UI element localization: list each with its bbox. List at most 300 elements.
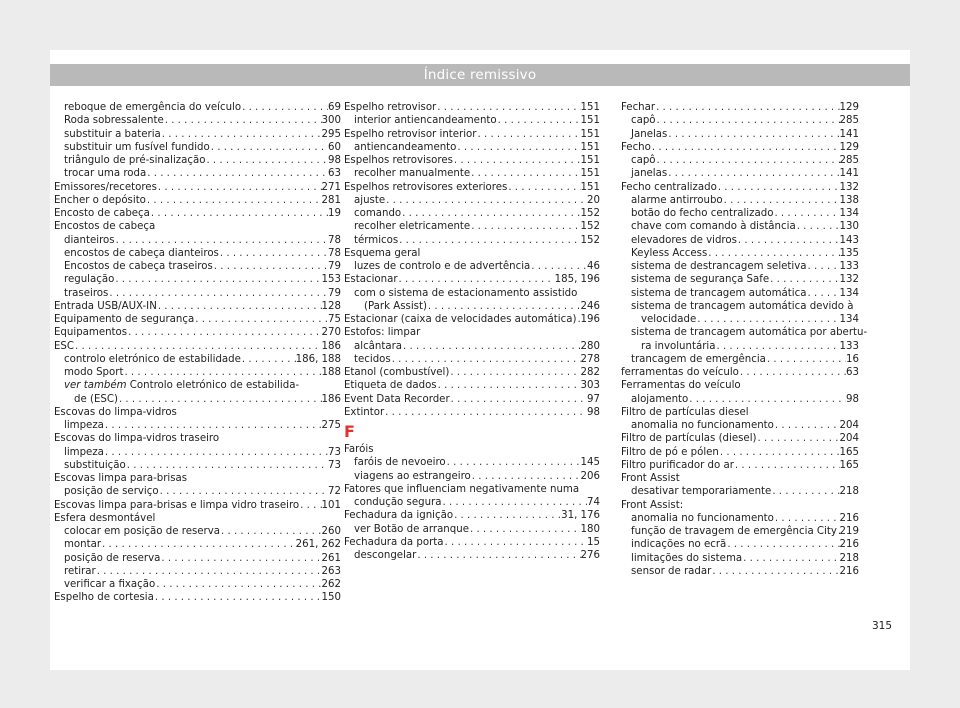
page-reference[interactable]: 300 <box>321 115 341 127</box>
dot-leader <box>470 167 580 180</box>
page-reference[interactable]: 303 <box>580 380 600 392</box>
entry-term: interior antiencandeamento <box>354 115 497 127</box>
page-reference[interactable]: 151 <box>580 181 600 193</box>
index-subentry <box>344 260 600 273</box>
index-subentry <box>344 207 600 220</box>
page-reference[interactable]: 98 <box>846 393 859 405</box>
dot-leader <box>96 565 322 578</box>
dot-leader <box>688 393 846 406</box>
index-entry <box>344 101 600 114</box>
dot-leader <box>157 181 322 194</box>
page-reference[interactable]: 134 <box>839 287 859 299</box>
dot-leader <box>436 101 580 114</box>
entry-term: Roda sobressalente <box>64 115 164 127</box>
entry-term: trancagem de emergência <box>631 353 766 365</box>
dot-leader <box>159 485 328 498</box>
entry-term: traseiros <box>64 287 109 299</box>
page-reference[interactable]: 262 <box>321 579 341 590</box>
page-reference[interactable]: 63 <box>328 168 341 180</box>
dot-leader <box>115 234 328 247</box>
entry-term: Front Assist <box>621 473 680 484</box>
entry-term: alarme antirroubo <box>631 194 723 206</box>
index-entry <box>621 181 859 194</box>
entry-term: limitações do sistema <box>631 552 743 564</box>
dot-leader <box>707 247 839 260</box>
index-subentry <box>54 287 341 300</box>
page-reference[interactable]: 143 <box>839 234 859 246</box>
dot-leader <box>717 181 840 194</box>
entry-term: velocidade <box>641 314 697 325</box>
dot-leader <box>667 167 839 180</box>
page-reference[interactable]: 79 <box>328 261 341 272</box>
index-subentry <box>621 247 859 260</box>
dot-leader <box>742 552 839 565</box>
page-reference[interactable]: 186, 188 <box>295 353 341 365</box>
index-subentry <box>621 207 859 220</box>
page-reference[interactable]: 151 <box>580 115 600 127</box>
dot-leader <box>104 446 328 459</box>
dot-leader <box>104 419 322 432</box>
page-reference[interactable]: 152 <box>580 234 600 246</box>
page-reference[interactable]: 285 <box>839 115 859 127</box>
dot-leader <box>769 273 839 286</box>
dot-leader <box>385 194 587 207</box>
page-reference[interactable]: 260 <box>321 526 341 537</box>
page-reference[interactable]: 186 <box>321 393 341 405</box>
entry-term: condução segura <box>354 497 442 508</box>
index-subentry <box>621 234 859 247</box>
index-subentry <box>621 128 859 141</box>
dot-leader <box>497 114 581 127</box>
page-reference[interactable]: 98 <box>587 406 600 418</box>
index-entry <box>344 128 600 141</box>
index-entry <box>344 406 600 419</box>
dot-leader <box>127 326 321 339</box>
index-subentry <box>54 552 341 565</box>
entry-term: modo Sport <box>64 367 124 378</box>
entry-term: encostos de cabeça dianteiros <box>64 247 219 259</box>
page-reference[interactable]: 281 <box>321 194 341 206</box>
entry-term: substituição <box>64 459 126 471</box>
index-entry <box>54 220 341 233</box>
page-reference[interactable]: 97 <box>587 393 600 405</box>
entry-term: Etiqueta de dados <box>344 380 437 392</box>
entry-term: Fatores que influenciam negativamente numa <box>344 483 580 495</box>
page-reference[interactable]: 134 <box>839 314 859 325</box>
index-entry <box>344 443 600 456</box>
page-reference[interactable]: 98 <box>328 155 341 166</box>
dot-leader <box>723 194 840 207</box>
page-reference[interactable]: 204 <box>839 433 859 445</box>
dot-leader <box>656 114 840 127</box>
page-reference[interactable]: 185, 196 <box>554 274 600 286</box>
page-reference[interactable]: 206 <box>580 470 600 482</box>
page-reference[interactable]: 145 <box>580 457 600 469</box>
entry-term: controlo eletrónico de estabilidade <box>64 353 241 365</box>
page-reference[interactable]: 152 <box>580 221 600 233</box>
index-subentry <box>54 366 341 379</box>
page-reference[interactable]: 165 <box>839 446 859 458</box>
index-entry <box>344 326 600 339</box>
entry-term: tecidos <box>354 353 391 365</box>
page-reference[interactable]: 275 <box>321 420 341 431</box>
entry-term: Filtro de partículas diesel <box>621 406 749 418</box>
entry-term: Faróis <box>344 444 374 455</box>
index-entry <box>54 300 341 313</box>
index-subentry <box>621 512 859 525</box>
dot-leader <box>470 220 580 233</box>
entry-term: Filtro purificador do ar <box>621 459 734 471</box>
entry-term: triângulo de pré-sinalização <box>64 155 206 166</box>
page-reference[interactable]: 282 <box>580 367 600 378</box>
dot-leader <box>471 470 581 483</box>
entry-term: Etanol (combustível) <box>344 367 450 378</box>
index-subentry <box>621 154 859 167</box>
page-reference[interactable]: 129 <box>839 102 859 113</box>
dot-leader <box>530 260 587 273</box>
dot-leader <box>241 353 296 366</box>
page-reference[interactable]: 60 <box>328 141 341 153</box>
page-reference[interactable]: 270 <box>321 327 341 339</box>
entry-term: de (ESC) <box>74 393 118 405</box>
page-reference[interactable]: 75 <box>328 314 341 325</box>
entry-term: Estacionar <box>344 274 398 286</box>
entry-term: função de travagem de emergência City <box>631 526 837 537</box>
page-reference[interactable]: 132 <box>839 181 859 193</box>
page-reference[interactable]: 130 <box>839 221 859 233</box>
index-subentry <box>344 220 600 233</box>
dot-leader <box>469 523 581 536</box>
entry-term: sistema de destrancagem seletiva <box>631 261 807 272</box>
entry-term: Fechar <box>621 102 656 113</box>
index-entry <box>344 483 600 510</box>
page-reference[interactable]: 278 <box>580 353 600 365</box>
index-subentry <box>621 220 859 233</box>
page-reference[interactable]: 261, 262 <box>295 539 341 551</box>
page-reference[interactable]: 135 <box>839 247 859 259</box>
entry-term: Equipamentos <box>54 327 128 339</box>
index-entry <box>54 194 341 207</box>
page-reference[interactable]: 263 <box>321 565 341 577</box>
page-reference[interactable]: 165 <box>839 459 859 471</box>
entry-term: Escovas do limpa-vidros <box>54 406 177 418</box>
entry-term: anomalia no funcionamento <box>631 420 774 431</box>
page-reference[interactable]: 280 <box>580 340 600 352</box>
dot-leader <box>114 273 321 286</box>
page-reference[interactable]: 128 <box>321 300 341 312</box>
page-reference[interactable]: 151 <box>580 141 600 153</box>
dot-leader <box>401 207 580 220</box>
index-entry <box>344 181 600 194</box>
entry-term: Encostos de cabeça <box>54 221 156 233</box>
dot-leader <box>453 154 581 167</box>
page-reference[interactable]: 216 <box>839 565 859 577</box>
entry-term: limpeza <box>64 446 104 458</box>
index-subentry <box>54 353 341 366</box>
dot-leader <box>446 456 581 469</box>
entry-term: regulação <box>64 274 115 286</box>
index-entry <box>54 313 341 326</box>
index-entry <box>621 406 859 419</box>
entry-term: janelas <box>631 168 668 180</box>
page-reference[interactable]: 73 <box>328 446 341 458</box>
page-reference[interactable]: 204 <box>839 420 859 431</box>
page-reference[interactable]: 180 <box>580 523 600 535</box>
dot-leader <box>766 353 846 366</box>
index-entry <box>54 340 341 353</box>
page-reference[interactable]: 153 <box>321 274 341 286</box>
dot-leader <box>450 393 587 406</box>
dot-leader <box>719 446 840 459</box>
entry-term: Janelas <box>631 128 668 140</box>
entry-term: com o sistema de estacionamento assistido <box>354 287 578 299</box>
entry-term: ver Botão de arranque <box>354 523 469 535</box>
page-reference[interactable]: 101 <box>321 499 341 511</box>
dot-leader <box>441 496 587 509</box>
entry-term: térmicos <box>354 234 399 246</box>
dot-leader <box>734 459 840 472</box>
index-entry <box>344 393 600 406</box>
dot-leader <box>444 536 587 549</box>
index-subentry <box>344 167 600 180</box>
entry-term: montar <box>64 539 102 551</box>
dot-leader <box>456 141 580 154</box>
page-reference[interactable]: 15 <box>587 536 600 548</box>
entry-term: Encher o depósito <box>54 194 146 206</box>
page-reference[interactable]: 63 <box>846 367 859 378</box>
index-entry <box>621 472 859 485</box>
entry-term: botão do fecho centralizado <box>631 208 774 219</box>
entry-term: (Park Assist) <box>364 300 427 312</box>
dot-leader <box>126 459 328 472</box>
page-reference[interactable]: 295 <box>321 128 341 140</box>
page-reference[interactable]: 69 <box>328 102 341 113</box>
dot-leader <box>737 234 840 247</box>
page-reference[interactable]: 261 <box>321 552 341 564</box>
index-entry <box>54 499 341 512</box>
entry-term: indicações no ecrã <box>631 539 727 551</box>
entry-term: Escovas do limpa-vidros traseiro <box>54 433 220 445</box>
entry-term: Escovas limpa para-brisas <box>54 473 188 484</box>
dot-leader <box>696 313 839 326</box>
index-entry <box>344 247 600 260</box>
index-entry <box>344 313 600 326</box>
dot-leader <box>427 300 581 313</box>
dot-leader <box>146 167 328 180</box>
dot-leader <box>74 340 322 353</box>
dot-leader <box>807 260 840 273</box>
page-reference[interactable]: 271 <box>321 181 341 193</box>
page-reference[interactable]: 151 <box>580 128 600 140</box>
entry-term: ra involuntária <box>641 340 716 352</box>
index-subentry <box>621 353 859 366</box>
dot-leader <box>771 485 839 498</box>
page-reference[interactable]: 151 <box>580 102 600 113</box>
index-subentry <box>621 194 859 207</box>
entry-term: Espelhos retrovisores <box>344 155 453 166</box>
index-entry <box>621 446 859 459</box>
index-subentry <box>344 523 600 536</box>
entry-term: desativar temporariamente <box>631 486 772 498</box>
page-reference[interactable]: 246 <box>580 300 600 312</box>
page-reference[interactable]: 31, 176 <box>561 510 600 522</box>
dot-leader <box>146 194 322 207</box>
entry-term: Fecho centralizado <box>621 181 717 193</box>
entry-term: Entrada USB/AUX-IN <box>54 300 157 312</box>
dot-leader <box>155 578 321 591</box>
entry-term: recolher eletricamente <box>354 221 471 233</box>
entry-term: Filtro de partículas (diesel) <box>621 433 757 445</box>
index-subentry <box>344 353 600 366</box>
page-reference[interactable]: 141 <box>839 168 859 180</box>
entry-term: chave com comando à distância <box>631 221 796 233</box>
dot-leader <box>210 141 328 154</box>
entry-term: anomalia no funcionamento <box>631 512 774 524</box>
page-reference[interactable]: 219 <box>839 526 859 537</box>
entry-term: limpeza <box>64 420 104 431</box>
index-entry <box>621 499 859 512</box>
entry-term: comando <box>354 208 402 219</box>
page-reference[interactable]: 285 <box>839 155 859 166</box>
dot-leader <box>398 273 555 286</box>
index-subentry <box>54 485 341 498</box>
page-reference[interactable]: 78 <box>328 247 341 259</box>
page-reference[interactable]: 16 <box>846 353 859 365</box>
dot-leader <box>150 207 328 220</box>
dot-leader <box>774 419 840 432</box>
index-subentry <box>344 194 600 207</box>
index-subentry <box>344 549 600 562</box>
dot-leader <box>726 538 839 551</box>
index-subentry <box>344 470 600 483</box>
page-reference[interactable]: 74 <box>587 497 600 508</box>
entry-term: ferramentas do veículo <box>621 367 739 378</box>
index-entry <box>54 326 341 339</box>
page-reference[interactable]: 218 <box>839 486 859 498</box>
entry-term: Keyless Access <box>631 247 708 259</box>
page-reference[interactable]: 78 <box>328 234 341 246</box>
index-entry <box>621 366 859 379</box>
index-subentry <box>54 379 341 406</box>
entry-term: Filtro de pó e pólen <box>621 446 719 458</box>
page-reference[interactable]: 151 <box>580 155 600 166</box>
dot-leader <box>205 154 328 167</box>
page-reference[interactable]: 132 <box>839 274 859 286</box>
index-subentry <box>54 525 341 538</box>
page-reference[interactable]: 19 <box>328 208 341 219</box>
page-reference[interactable]: 133 <box>839 340 859 352</box>
entry-term: Extintor <box>344 406 385 418</box>
dot-leader <box>398 234 580 247</box>
dot-leader <box>806 287 839 300</box>
index-subentry <box>344 456 600 469</box>
index-entry <box>54 512 341 525</box>
page-reference[interactable]: 276 <box>580 550 600 561</box>
page-reference[interactable]: 151 <box>580 168 600 180</box>
index-entry <box>344 509 600 522</box>
dot-leader <box>651 141 840 154</box>
entry-term: posição de reserva <box>64 552 161 564</box>
index-entry <box>54 181 341 194</box>
entry-term: alcântara <box>354 340 403 352</box>
page-reference[interactable]: 72 <box>328 486 341 498</box>
page-reference[interactable]: 79 <box>328 287 341 299</box>
page-reference[interactable]: 186 <box>321 340 341 352</box>
index-subentry <box>54 154 341 167</box>
page-reference[interactable]: 133 <box>839 261 859 272</box>
dot-leader <box>711 565 839 578</box>
page-reference[interactable]: 216 <box>839 512 859 524</box>
index-subentry <box>621 525 859 538</box>
entry-term: substituir um fusível fundido <box>64 141 210 153</box>
entry-term: Esquema geral <box>344 247 421 259</box>
index-subentry <box>54 565 341 578</box>
page-reference[interactable]: 188 <box>321 367 341 378</box>
dot-leader <box>101 538 296 551</box>
page-reference[interactable]: 150 <box>321 592 341 604</box>
index-subentry <box>621 167 859 180</box>
index-column-2 <box>344 101 600 562</box>
entry-term: Fecho <box>621 141 651 153</box>
index-column-3 <box>621 101 868 578</box>
page-reference[interactable]: 20 <box>587 194 600 206</box>
entry-term: sistema de trancagem automática devido à <box>631 300 854 312</box>
page-reference[interactable]: 129 <box>839 141 859 153</box>
dot-leader <box>739 366 846 379</box>
entry-term: alojamento <box>631 393 689 405</box>
dot-leader <box>655 101 839 114</box>
entry-term: Emissores/recetores <box>54 181 157 193</box>
entry-term: capô <box>631 115 656 127</box>
page-reference[interactable]: 152 <box>580 208 600 219</box>
index-entry <box>344 379 600 392</box>
dot-leader <box>667 128 839 141</box>
entry-term: Escovas limpa para-brisas e limpa vidro traseiro <box>54 499 300 511</box>
page-reference[interactable]: 141 <box>839 128 859 140</box>
dot-leader <box>123 366 321 379</box>
index-subentry <box>621 565 859 578</box>
entry-term: sistema de trancagem automática <box>631 287 807 299</box>
page-reference[interactable]: 216 <box>839 539 859 551</box>
entry-term: Encostos de cabeça traseiros <box>64 261 213 272</box>
entry-term: Equipamento de segurança <box>54 314 195 325</box>
dot-leader <box>160 552 321 565</box>
page-reference[interactable]: 46 <box>587 261 600 272</box>
page-reference[interactable]: 134 <box>839 208 859 219</box>
entry-term: recolher manualmente <box>354 168 471 180</box>
page-reference[interactable]: 196 <box>580 314 600 325</box>
page-reference[interactable]: 73 <box>328 459 341 471</box>
index-subentry <box>54 273 341 286</box>
index-subentry <box>344 234 600 247</box>
page-reference[interactable]: 218 <box>839 552 859 564</box>
index-subentry <box>344 114 600 127</box>
index-subentry <box>344 141 600 154</box>
dot-leader <box>161 128 322 141</box>
index-entry <box>344 154 600 167</box>
index-subentry <box>621 300 859 327</box>
index-subentry <box>54 538 341 551</box>
index-subentry <box>621 552 859 565</box>
entry-term: Espelho retrovisor interior <box>344 128 477 140</box>
dot-leader <box>437 379 581 392</box>
page-reference[interactable]: 138 <box>839 194 859 206</box>
dot-leader <box>241 101 328 114</box>
dot-leader <box>118 393 322 406</box>
index-entry <box>621 432 859 445</box>
index-entry <box>54 406 341 419</box>
index-entry <box>54 591 341 604</box>
